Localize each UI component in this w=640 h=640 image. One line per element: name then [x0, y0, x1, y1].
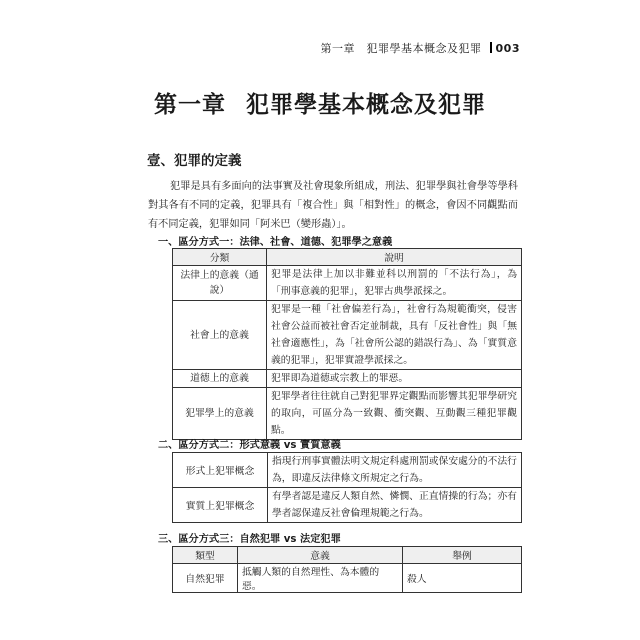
- table-header-row: [173, 547, 522, 564]
- natural-legal-crime-table: [172, 546, 522, 593]
- running-header-title: 第一章 犯罪學基本概念及犯罪: [320, 42, 482, 55]
- row-description: 犯罪是法律上加以非難並科以刑罰的「不法行為」，為「刑事意義的犯罪」，犯罪古典學派採之。: [267, 266, 522, 301]
- row-type: 自然犯罪: [173, 564, 238, 593]
- header-type: 類型: [173, 547, 238, 564]
- intro-paragraph: 犯罪是具有多面向的法事實及社會現象所組成，刑法、犯罪學與社會學等學科對其各有不同的定義，犯罪具有「複合性」與「相對性」的概念，會因不同觀點而有不同定義，犯罪如同「阿米巴（變形蟲）」。: [148, 181, 518, 230]
- chapter-title: [0, 86, 640, 119]
- chapter-number: 第一章: [154, 91, 226, 118]
- row-category: 社會上的意義: [173, 301, 267, 370]
- row-description: 指現行刑事實體法明文規定科處刑罰或保安處分的不法行為，即違反法律條文所規定之行為。: [268, 453, 522, 488]
- row-description: 犯罪即為道德或宗教上的罪惡。: [267, 370, 522, 388]
- definition-table: [172, 248, 522, 440]
- table-row: [173, 388, 522, 440]
- row-category: 形式上犯罪概念: [173, 453, 268, 488]
- row-description: 有學者認是違反人類自然、憐憫、正直情操的行為；亦有學者認保違反社會倫理規範之行為。: [268, 488, 522, 523]
- table-row: [173, 301, 522, 370]
- header-divider: [490, 42, 492, 53]
- header-description: 說明: [267, 249, 522, 266]
- header-example: 舉例: [403, 547, 522, 564]
- header-category: 分類: [173, 249, 267, 266]
- row-example: 殺人: [403, 564, 522, 593]
- row-category: 犯罪學上的意義: [173, 388, 267, 440]
- row-description: 犯罪是一種「社會偏差行為」，社會行為規範衝突，侵害社會公益而被社會否定並制裁，具有「反社會性」與「無社會適應性」，為「社會所公認的錯誤行為」、為「實質意義的犯罪」，犯罪實證學派採之。: [267, 301, 522, 370]
- row-category: 實質上犯罪概念: [173, 488, 268, 523]
- table-row: [173, 266, 522, 301]
- running-header: [321, 40, 520, 56]
- row-description: 犯罪學者往往就自己對犯罪界定觀點而影響其犯罪學研究的取向，可區分為一致觀、衝突觀、互動觀三種犯罪觀點。: [267, 388, 522, 440]
- page-number: 003: [495, 42, 520, 55]
- table-row: [173, 488, 522, 523]
- table-row: [173, 370, 522, 388]
- row-meaning: 抵觸人類的自然理性、為本體的惡。: [238, 564, 403, 593]
- row-category: 道德上的意義: [173, 370, 267, 388]
- part1-title: 一、區分方式一：法律、社會、道德、犯罪學之意義: [158, 237, 393, 248]
- table-row: [173, 564, 522, 593]
- table-row: [173, 453, 522, 488]
- formal-substantive-table: [172, 452, 522, 523]
- header-meaning: 意義: [238, 547, 403, 564]
- chapter-name: 犯罪學基本概念及犯罪: [246, 91, 486, 118]
- table-header-row: [173, 249, 522, 266]
- section-heading: 壹、犯罪的定義: [147, 153, 242, 169]
- part2-title: 二、區分方式二：形式意義 vs 實質意義: [158, 440, 341, 451]
- row-category: 法律上的意義（通說）: [173, 266, 267, 301]
- part3-title: 三、區分方式三：自然犯罪 vs 法定犯罪: [158, 534, 341, 545]
